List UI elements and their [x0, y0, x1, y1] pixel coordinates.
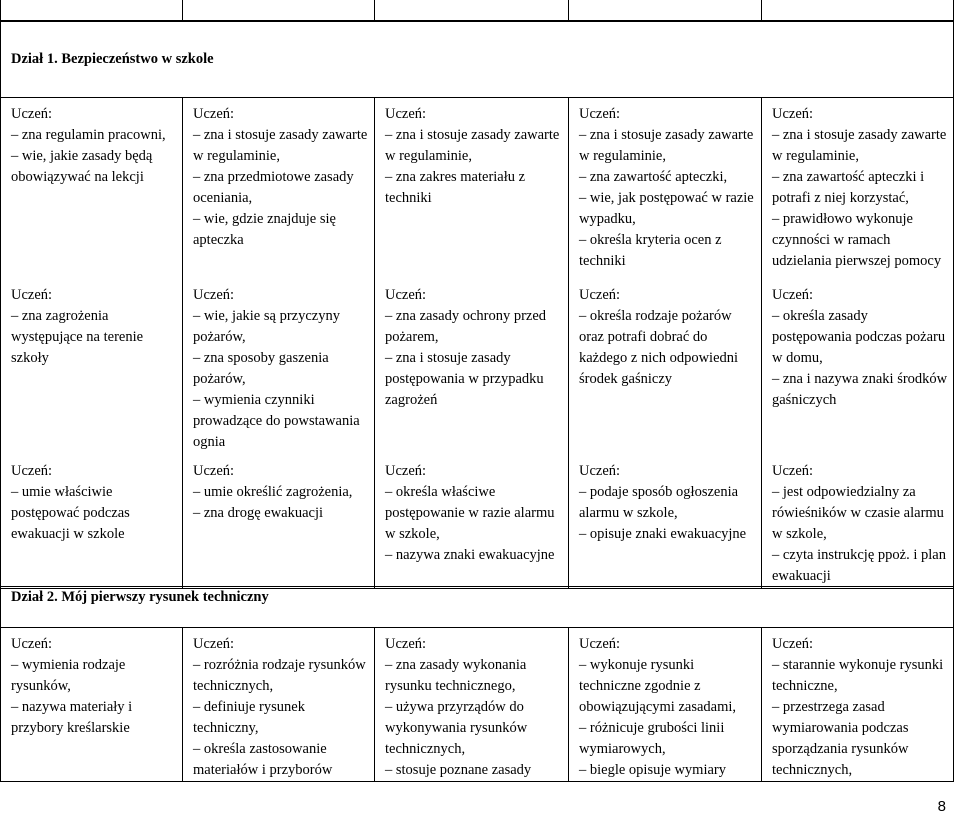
empty-cell: [762, 0, 954, 21]
requirement-block: Uczeń: – określa rodzaje pożarów oraz potrafi dobrać do każdego z nich odpowiedni środek gaśniczy: [579, 287, 739, 387]
section-title-text: Dział 2. Mój pierwszy rysunek techniczny: [11, 589, 269, 605]
section-title: [1, 22, 954, 98]
requirements-cell: [762, 98, 954, 589]
requirement-block: Uczeń: – zna i stosuje zasady zawarte w regulaminie, – zna zawartość apteczki i potrafi z niej korzystać, – prawidłowo wykonuje czynności w ramach udzielania pierwszej pomocy: [772, 106, 947, 269]
curriculum-table-section-2: [0, 586, 954, 782]
requirement-block: Uczeń: – zna i stosuje zasady zawarte w regulaminie, – zna zawartość apteczki, – wie, jak postępować w razie wypadku, – określa kryteria ocen z techniki: [579, 106, 754, 269]
section-title: [1, 587, 954, 628]
empty-cell: [569, 0, 762, 21]
requirements-cell: [1, 628, 183, 782]
requirements-cell: [762, 628, 954, 782]
requirement-block: Uczeń: – zna zasady ochrony przed pożarem, – zna i stosuje zasady postępowania w przypadku zagrożeń: [385, 287, 547, 408]
requirement-block: Uczeń: – rozróżnia rodzaje rysunków technicznych, – definiuje rysunek techniczny, – określa zastosowanie materiałów i przyborów: [193, 636, 366, 778]
requirement-block: Uczeń: – podaje sposób ogłoszenia alarmu w szkole, – opisuje znaki ewakuacyjne: [579, 463, 747, 542]
requirement-block: Uczeń: – umie określić zagrożenia, – zna drogę ewakuacji: [193, 463, 353, 521]
requirement-block: Uczeń: – wykonuje rysunki techniczne zgodnie z obowiązującymi zasadami, – różnicuje grubości linii wymiarowych, – biegle opisuje wymiary: [579, 636, 737, 778]
requirement-block: Uczeń: – zna zagrożenia występujące na terenie szkoły: [11, 287, 144, 366]
empty-cell: [375, 0, 569, 21]
requirements-cell: [375, 628, 569, 782]
requirement-block: Uczeń: – zna i stosuje zasady zawarte w regulaminie, – zna przedmiotowe zasady oceniania, – wie, gdzie znajduje się apteczka: [193, 106, 368, 248]
requirement-block: Uczeń: – określa zasady postępowania podczas pożaru w domu, – zna i nazywa znaki środków gaśniczych: [772, 287, 948, 408]
requirement-block: Uczeń: – jest odpowiedzialny za rówieśników w czasie alarmu w szkole, – czyta instrukcję ppoż. i plan ewakuacji: [772, 463, 946, 584]
empty-cell: [1, 0, 183, 21]
requirement-block: Uczeń: – zna regulamin pracowni, – wie, jakie zasady będą obowiązywać na lekcji: [11, 106, 166, 185]
curriculum-table-section-1: [0, 21, 954, 589]
requirement-block: Uczeń: – wie, jakie są przyczyny pożarów, – zna sposoby gaszenia pożarów, – wymienia czynniki prowadzące do powstawania ognia: [193, 287, 360, 450]
requirements-cell: [183, 98, 375, 589]
requirement-block: Uczeń: – starannie wykonuje rysunki techniczne, – przestrzega zasad wymiarowania podczas sporządzania rysunków technicznych,: [772, 636, 944, 778]
requirements-cell: [375, 98, 569, 589]
requirements-cell: [183, 628, 375, 782]
requirements-cell: [569, 98, 762, 589]
requirement-block: Uczeń: – zna i stosuje zasady zawarte w regulaminie, – zna zakres materiału z techniki: [385, 106, 560, 206]
page-number: 8: [937, 798, 946, 815]
requirement-block: Uczeń: – umie właściwie postępować podczas ewakuacji w szkole: [11, 463, 130, 542]
requirement-block: Uczeń: – określa właściwe postępowanie w razie alarmu w szkole, – nazywa znaki ewakuacyjne: [385, 463, 555, 563]
section-title-text: Dział 1. Bezpieczeństwo w szkole: [11, 51, 214, 67]
requirements-cell: [1, 98, 183, 589]
previous-table-strip: [0, 0, 954, 21]
requirement-block: Uczeń: – wymienia rodzaje rysunków, – nazywa materiały i przybory kreślarskie: [11, 636, 133, 736]
requirement-block: Uczeń: – zna zasady wykonania rysunku technicznego, – używa przyrządów do wykonywania rysunków technicznych, – stosuje poznane zasady: [385, 636, 532, 778]
empty-cell: [183, 0, 375, 21]
requirements-cell: [569, 628, 762, 782]
